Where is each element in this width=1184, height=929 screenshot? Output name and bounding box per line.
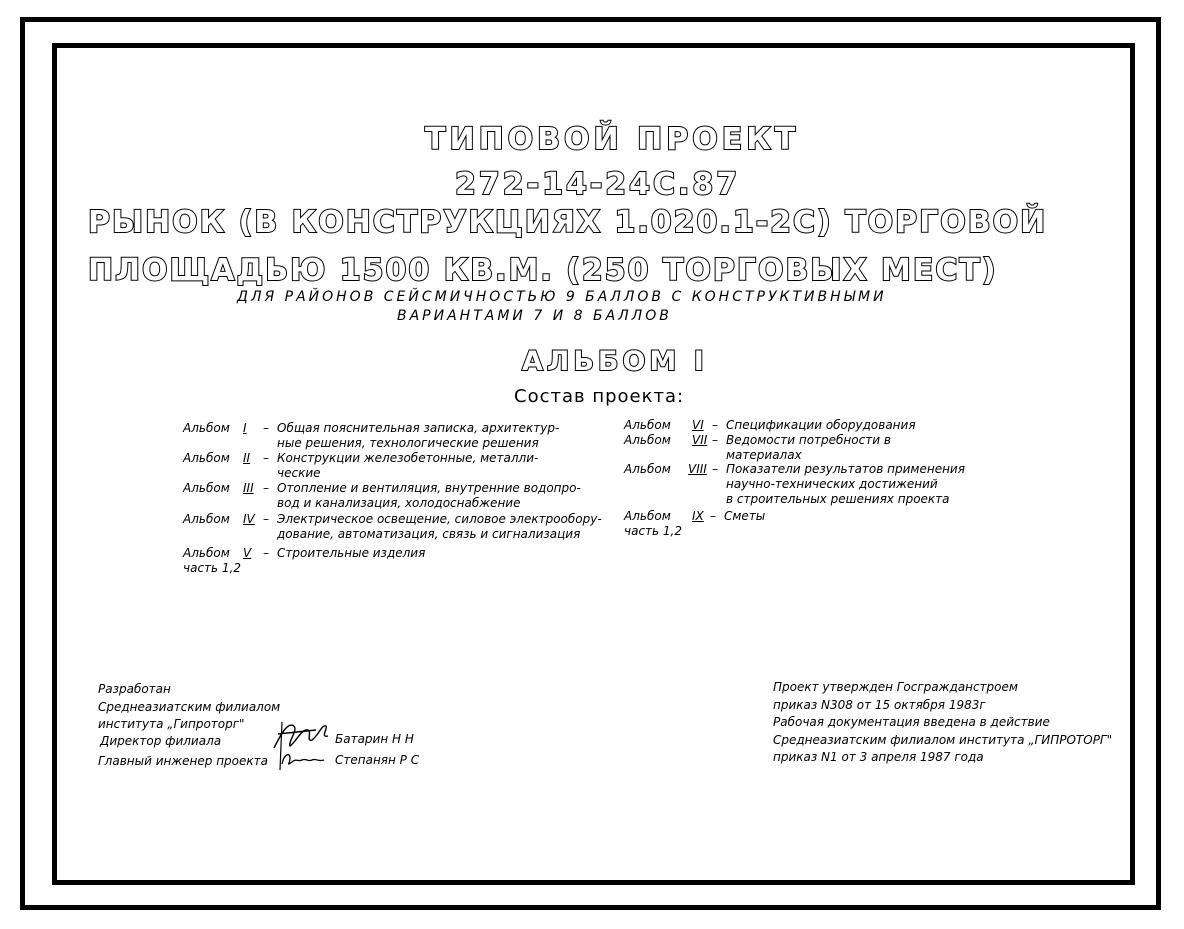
entry-text: в строительных решениях проекта — [726, 492, 950, 506]
entry-text: Сметы — [724, 509, 766, 523]
approval-line: Среднеазиатским филиалом института „ГИПРОТОРГ" — [773, 732, 1113, 747]
entry-number: V — [243, 546, 252, 560]
entry-text: Отопление и вентиляция, внутренние водопро- — [277, 481, 581, 495]
entry-label: Альбом — [624, 418, 671, 432]
signature-chief-engineer — [278, 748, 326, 770]
entry-label: Альбом — [183, 481, 230, 495]
title-line-1: ТИПОВОЙ ПРОЕКТ — [425, 122, 800, 157]
entry-number: III — [243, 481, 254, 495]
approval-line: Рабочая документация введена в действие — [773, 715, 1050, 729]
entry-number: IX — [692, 509, 704, 523]
developer-line: института „Гипроторг" — [98, 717, 245, 731]
entry-text: Ведомости потребности в — [726, 433, 891, 447]
entry-part: часть 1,2 — [183, 561, 242, 575]
developer-line: Разработан — [98, 682, 171, 696]
director-title: Директор филиала — [100, 734, 222, 748]
entry-text: Конструкции железобетонные, металли- — [277, 451, 539, 465]
entry-number: VII — [692, 433, 708, 447]
approval-line: приказ N308 от 15 октября 1983г — [773, 697, 986, 712]
contents-entry: Альбом III – Отопление и вентиляция, внутренние водопро- вод и канализация, холодоснабжение — [183, 481, 581, 510]
developer-line: Среднеазиатским филиалом — [98, 699, 281, 714]
entry-label: Альбом — [183, 546, 230, 560]
chief-engineer-title: Главный инженер проекта — [98, 754, 268, 768]
entry-label: Альбом — [624, 433, 671, 447]
project-number: 272-14-24С.87 — [455, 167, 741, 202]
contents-entry: Альбом V – Строительные изделия часть 1,2 — [183, 546, 426, 575]
entry-text: ческие — [277, 466, 321, 480]
entry-text: дование, автоматизация, связь и сигнализация — [277, 527, 581, 541]
title-line-4: ПЛОЩАДЬЮ 1500 КВ.М. (250 ТОРГОВЫХ МЕСТ) — [88, 253, 998, 288]
title-line-3: РЫНОК (В КОНСТРУКЦИЯХ 1.020.1-2С) ТОРГОВОЙ — [88, 205, 1048, 240]
contents-entry: Альбом VI – Спецификации оборудования — [624, 418, 916, 432]
entry-text: научно-технических достижений — [726, 477, 938, 491]
subtitle-line-1: ДЛЯ РАЙОНОВ СЕЙСМИЧНОСТЬЮ 9 БАЛЛОВ С КОНСТРУКТИВНЫМИ — [237, 289, 887, 305]
entry-text: материалах — [726, 448, 802, 462]
contents-entry: Альбом IV – Электрическое освещение, силовое электрообору- дование, автоматизация, связь и сигнализация — [183, 512, 602, 541]
entry-text: ные решения, технологические решения — [277, 436, 539, 450]
approval-line: приказ N1 от 3 апреля 1987 года — [773, 750, 984, 764]
approval-line: Проект утвержден Госгражданстроем — [773, 680, 1018, 694]
entry-text: Строительные изделия — [277, 546, 426, 560]
entry-number: VI — [692, 418, 704, 432]
entry-label: Альбом — [624, 509, 671, 523]
subtitle-line-2: ВАРИАНТАМИ 7 И 8 БАЛЛОВ — [397, 308, 672, 324]
contents-heading: Состав проекта: — [514, 386, 685, 407]
entry-number: IV — [243, 512, 255, 526]
entry-text: Общая пояснительная записка, архитектур- — [277, 421, 560, 435]
album-title: АЛЬБОМ I — [522, 346, 708, 377]
contents-entry: Альбом II – Конструкции железобетонные, металли- ческие — [183, 451, 539, 480]
director-name: Батарин Н Н — [335, 732, 414, 746]
entry-text: Показатели результатов применения — [726, 462, 965, 476]
entry-text: Спецификации оборудования — [726, 418, 916, 432]
approval-block — [773, 679, 1112, 767]
entry-label: Альбом — [183, 512, 230, 526]
entry-label: Альбом — [624, 462, 671, 476]
contents-entry: Альбом VIII – Показатели результатов применения научно-технических достижений в строительных решениях проекта — [624, 462, 965, 506]
entry-number: I — [243, 421, 247, 435]
entry-label: Альбом — [183, 451, 230, 465]
contents-entry: Альбом VII – Ведомости потребности в материалах — [624, 433, 891, 462]
entry-part: часть 1,2 — [624, 524, 683, 538]
contents-entry: Альбом IX – Сметы часть 1,2 — [624, 509, 766, 538]
developer-block — [98, 681, 280, 734]
contents-entry: Альбом I – Общая пояснительная записка, архитектур- ные решения, технологические решения — [183, 421, 560, 450]
entry-text: Электрическое освещение, силовое электрообору- — [277, 512, 602, 526]
entry-label: Альбом — [183, 421, 230, 435]
entry-text: вод и канализация, холодоснабжение — [277, 496, 521, 510]
chief-engineer-name: Степанян Р С — [335, 753, 420, 767]
entry-number: VIII — [688, 462, 707, 476]
entry-number: II — [243, 451, 251, 465]
